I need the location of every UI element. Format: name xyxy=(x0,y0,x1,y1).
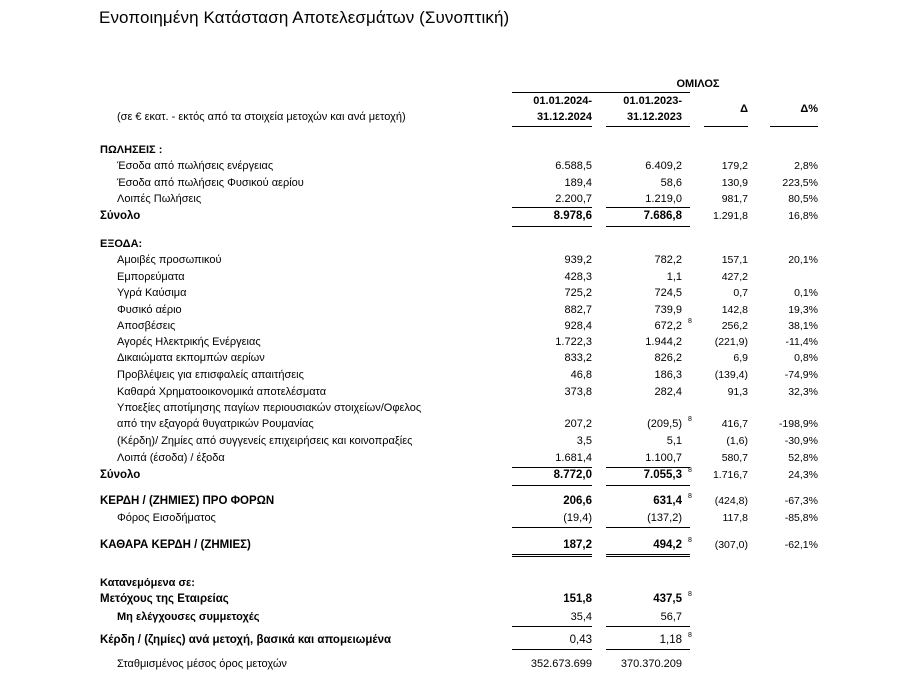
total-double-line xyxy=(512,556,592,557)
section-header-expenses: ΕΞΟΔΑ: xyxy=(100,238,143,250)
table-row: Έσοδα από πωλήσεις Φυσικού αερίου 189,4 58,6 130,9 223,5% xyxy=(117,177,818,189)
page-title: Ενοποιημένη Κατάσταση Αποτελεσμάτων (Συνοπτική) xyxy=(99,8,510,27)
row-non-controlling: Μη ελέγχουσες συμμετοχές 35,4 56,7 xyxy=(117,611,682,623)
total-line xyxy=(512,485,592,486)
col1-header-underline xyxy=(512,126,592,127)
table-row: Εμπορεύματα 428,3 1,1 427,2 xyxy=(117,271,748,283)
subtotal-line xyxy=(512,626,592,627)
total-line xyxy=(512,554,592,555)
table-row: Καθαρά Χρηματοοικονομικά αποτελέσματα 373,8 282,4 91,3 32,3% xyxy=(117,386,818,398)
total-line xyxy=(512,226,592,227)
table-row: (Κέρδη)/ Ζημίες από συγγενείς επιχειρήσεις και κοινοπραξίες 3,5 5,1 (1,6) -30,9% xyxy=(117,435,818,447)
table-row: Αμοιβές προσωπικού 939,2 782,2 157,1 20,1% xyxy=(117,254,818,266)
table-row: Αγορές Ηλεκτρικής Ενέργειας 1.722,3 1.944,2 (221,9) -11,4% xyxy=(117,336,818,348)
footnote-mark: 8 xyxy=(688,591,692,598)
subtotal-line xyxy=(512,527,592,528)
total-line xyxy=(606,554,690,555)
col2-header-underline xyxy=(606,126,690,127)
col3-header-underline xyxy=(704,126,748,127)
footnote-mark: 8 xyxy=(688,467,692,474)
table-row: Αποσβέσεις 928,4 672,2 8 256,2 38,1% xyxy=(0,318,922,334)
col2-header-line2: 31.12.2023 xyxy=(626,111,682,123)
total-line xyxy=(606,226,690,227)
table-row: Υποεξίες αποτίμησης παγίων περιουσιακών στοιχείων/Οφελος xyxy=(117,402,422,414)
table-row: Έσοδα από πωλήσεις ενέργειας 6.588,5 6.409,2 179,2 2,8% xyxy=(117,160,818,172)
subtotal-line xyxy=(606,527,690,528)
units-note: (σε € εκατ. - εκτός από τα στοιχεία μετοχών και ανά μετοχή) xyxy=(117,111,406,123)
total-line xyxy=(606,649,690,650)
total-row-sales: Σύνολο 8.978,6 7.686,8 1.291,8 16,8% xyxy=(100,210,818,222)
row-net-profit: ΚΑΘΑΡΑ ΚΕΡΔΗ / (ΖΗΜΙΕΣ) 187,2 494,2 8 (307,0) -62,1% xyxy=(0,537,922,553)
table-row: Δικαιώματα εκπομπών αερίων 833,2 826,2 6,9 0,8% xyxy=(117,352,818,364)
row-weighted-shares: Σταθμισμένος μέσος όρος μετοχών 352.673.699 370.370.209 xyxy=(117,658,682,670)
section-header-attributable: Κατανεμόμενα σε: xyxy=(100,577,195,589)
table-row: Λοιπές Πωλήσεις 2.200,7 1.219,0 981,7 80,5% xyxy=(117,193,818,205)
subtotal-line xyxy=(606,626,690,627)
col4-header-underline xyxy=(770,126,818,127)
col1-header-line1: 01.01.2024- xyxy=(533,95,592,107)
footnote-mark: 8 xyxy=(688,416,692,423)
col2-header-line1: 01.01.2023- xyxy=(623,95,682,107)
total-line xyxy=(512,649,592,650)
footnote-mark: 8 xyxy=(688,493,692,500)
footnote-mark: 8 xyxy=(688,318,692,325)
footnote-mark: 8 xyxy=(688,537,692,544)
total-line xyxy=(606,485,690,486)
table-row: Υγρά Καύσιμα 725,2 724,5 0,7 0,1% xyxy=(117,287,818,299)
table-row: Λοιπά (έσοδα) / έξοδα 1.681,4 1.100,7 580,7 52,8% xyxy=(117,452,818,464)
footnote-mark: 8 xyxy=(688,632,692,639)
row-eps: Κέρδη / (ζημίες) ανά μετοχή, βασικά και απομειωμένα 0,43 1,18 8 xyxy=(0,632,922,648)
col1-header-line2: 31.12.2024 xyxy=(536,111,592,123)
table-row: Φυσικό αέριο 882,7 739,9 142,8 19,3% xyxy=(117,304,818,316)
total-row-expenses: Σύνολο 8.772,0 7.055,3 8 1.716,7 24,3% xyxy=(0,467,922,483)
total-double-line xyxy=(606,556,690,557)
col4-header: Δ% xyxy=(800,103,818,115)
table-row: Προβλέψεις για επισφαλείς απαιτήσεις 46,8 186,3 (139,4) -74,9% xyxy=(117,369,818,381)
row-owners: Μετόχους της Εταιρείας 151,8 437,5 8 xyxy=(0,591,922,607)
group-underline xyxy=(512,92,690,93)
col3-header: Δ xyxy=(740,103,748,115)
row-income-tax: Φόρος Εισοδήματος (19,4) (137,2) 117,8 -85,8% xyxy=(117,512,818,524)
group-header: ΟΜΙΛΟΣ xyxy=(676,78,720,90)
table-row: από την εξαγορά θυγατρικών Ρουμανίας 207,2 (209,5) 8 416,7 -198,9% xyxy=(0,416,922,432)
row-profit-before-tax: ΚΕΡΔΗ / (ΖΗΜΙΕΣ) ΠΡΟ ΦΟΡΩΝ 206,6 631,4 8 (424,8) -67,3% xyxy=(0,493,922,509)
section-header-sales: ΠΩΛΗΣΕΙΣ : xyxy=(100,144,163,156)
